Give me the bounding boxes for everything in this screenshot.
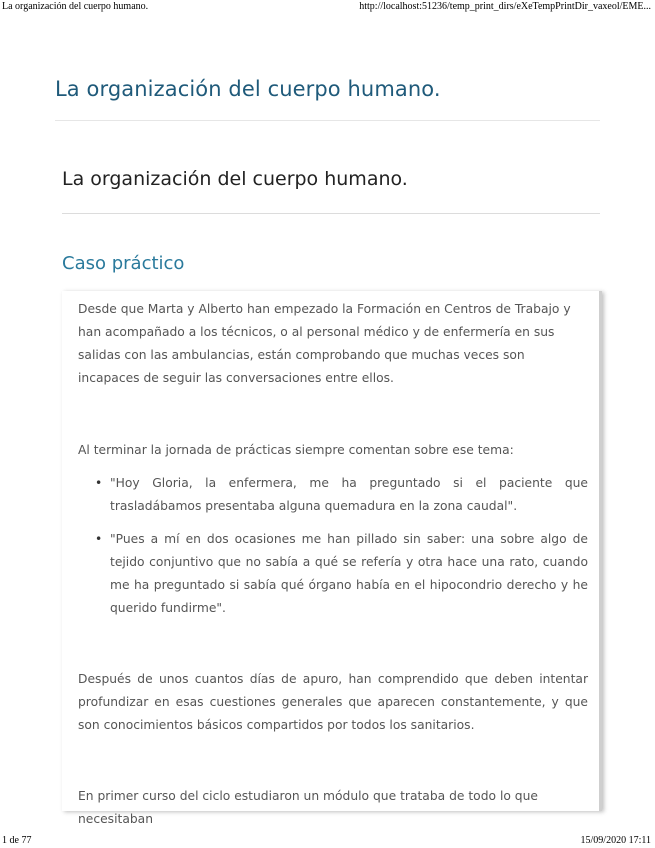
page-title: La organización del cuerpo humano. <box>55 77 441 101</box>
print-timestamp: 15/09/2020 17:11 <box>580 835 651 846</box>
page-number: 1 de 77 <box>2 835 32 846</box>
case-paragraph-4: En primer curso del ciclo estudiaron un módulo que trataba de todo lo que necesitaban <box>78 789 538 826</box>
print-header-url: http://localhost:51236/temp_print_dirs/eXeTempPrintDir_vaxeol/EME... <box>359 1 651 12</box>
print-footer <box>0 834 655 848</box>
case-study-box <box>62 291 602 826</box>
document-title-divider <box>62 213 600 214</box>
quote-list <box>78 472 588 620</box>
title-divider <box>55 120 600 121</box>
list-item: • "Hoy Gloria, la enfermera, me ha preguntado si el paciente que trasladábamos presentaba alguna quemadura en la zona caudal". <box>78 472 588 518</box>
case-paragraph-2: Al terminar la jornada de prácticas siempre comentan sobre ese tema: <box>78 443 514 457</box>
print-header <box>0 0 655 14</box>
section-title-caso-practico: Caso práctico <box>62 253 185 274</box>
case-box-edge <box>599 291 602 811</box>
case-study-content <box>78 298 588 831</box>
case-paragraph-1: Desde que Marta y Alberto han empezado la Formación en Centros de Trabajo y han acompañado a los técnicos, o al personal médico y de enfermería en sus salidas con las ambulancias, están comprobando que muchas veces son incapaces de seguir las conversaciones entre ellos. <box>78 302 571 385</box>
document-title: La organización del cuerpo humano. <box>62 168 408 190</box>
print-header-title: La organización del cuerpo humano. <box>2 1 149 12</box>
case-paragraph-3: Después de unos cuantos días de apuro, han comprendido que deben intentar profundizar en esas cuestiones generales que aparecen constantemente, y que son conocimientos básicos compartidos por todos los sanitarios. <box>78 672 588 732</box>
list-item: • "Pues a mí en dos ocasiones me han pillado sin saber: una sobre algo de tejido conjuntivo que no sabía a qué se refería y otra hace una rato, cuando me ha preguntado si sabía qué órgano había en el hipocondrio derecho y he querido fundirme". <box>78 528 588 620</box>
